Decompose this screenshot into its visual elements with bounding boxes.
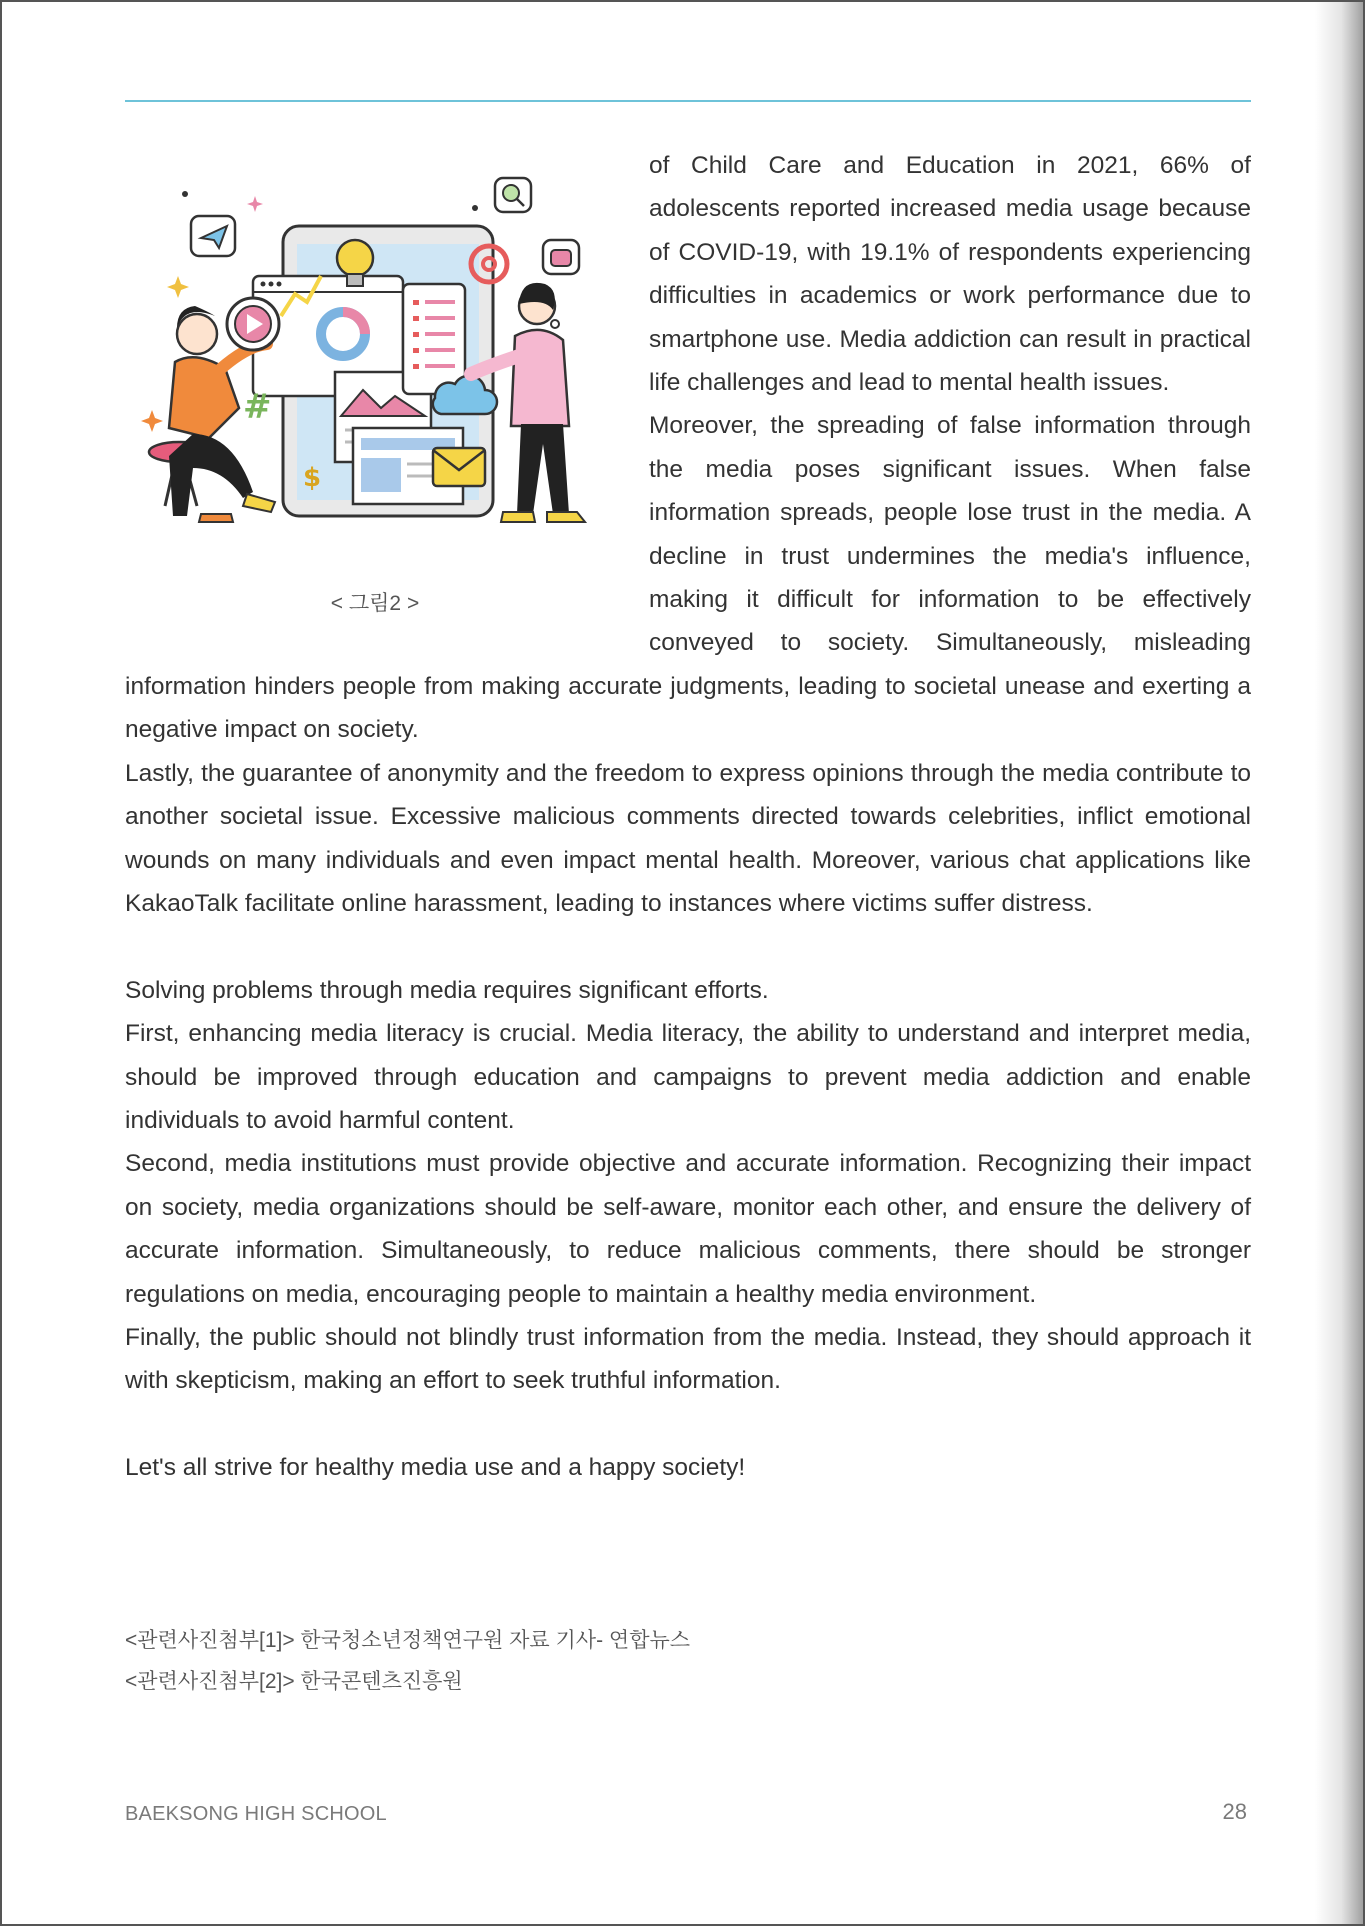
media-illustration: [135, 166, 605, 586]
paragraph-gap: [125, 925, 1251, 968]
robot-icon: [543, 240, 579, 274]
references: [125, 1620, 690, 1702]
paragraph-3: Lastly, the guarantee of anonymity and the freedom to express opinions through the media contribute to another societal issue. Excessive malicious comments directed towards celebrities, inflict emotional wounds on many individuals and even impact mental health. Moreover, various chat applications like KakaoTalk facilitate online harassment, leading to instances where victims suffer distress.: [125, 759, 1251, 917]
figure-caption: < 그림2 >: [330, 592, 420, 615]
paragraph-gap: [125, 1403, 1251, 1446]
reference-item-2: <관련사진첨부[2]> 한국콘텐츠진흥원: [125, 1670, 463, 1693]
footer-page-number: 28: [1222, 1799, 1247, 1824]
paragraph-1: of Child Care and Education in 2021, 66% of adolescents reported increased media usage because of COVID-19, with 19.1% of respondents experiencing difficulties in academics or work performance due to smartphone use. Media addiction can result in practical life challenges and lead to mental health issues.: [649, 152, 1251, 397]
paragraph-2: Moreover, the spreading of false information through the media poses significant issues. When false information spreads, people lose trust in the media. A decline in trust undermines the media's influence, making it difficult for information to be effectively conveyed to society. Simultaneously, misleading information hinders people from making accurate judgments, leading to societal unease and exerting a negative impact on society.: [125, 412, 1251, 744]
paragraph-7: Finally, the public should not blindly trust information from the media. Instead, they should approach it with skepticism, making an effort to seek truthful information.: [125, 1323, 1251, 1395]
envelope-icon: [433, 448, 485, 486]
hashtag-icon: #: [243, 387, 272, 427]
reference-item-1: <관련사진첨부[1]> 한국청소년정책연구원 자료 기사- 연합뉴스: [125, 1629, 691, 1652]
closing-line: Let's all strive for healthy media use and a happy society!: [125, 1454, 746, 1482]
dollar-icon: $: [303, 463, 322, 493]
search-icon: [495, 178, 531, 212]
figure-2: [125, 144, 625, 661]
article-body: [125, 144, 1251, 1490]
paragraph-5: First, enhancing media literacy is crucial. Media literacy, the ability to understand and interpret media, should be improved through education and campaigns to prevent media addiction and enable individuals to avoid harmful content.: [125, 1020, 1251, 1134]
footer-school-name: BAEKSONG HIGH SCHOOL: [125, 1803, 387, 1825]
page-edge-shadow: [1315, 2, 1363, 1924]
paragraph-6: Second, media institutions must provide objective and accurate information. Recognizing their impact on society, media organizations should be self-aware, monitor each other, and ensure the delivery of accurate information. Simultaneously, to reduce malicious comments, there should be stronger regulations on media, encouraging people to maintain a healthy media environment.: [125, 1150, 1251, 1308]
paper-plane-icon: [191, 216, 235, 256]
paragraph-4: Solving problems through media requires significant efforts.: [125, 976, 769, 1004]
top-rule: [125, 100, 1251, 102]
